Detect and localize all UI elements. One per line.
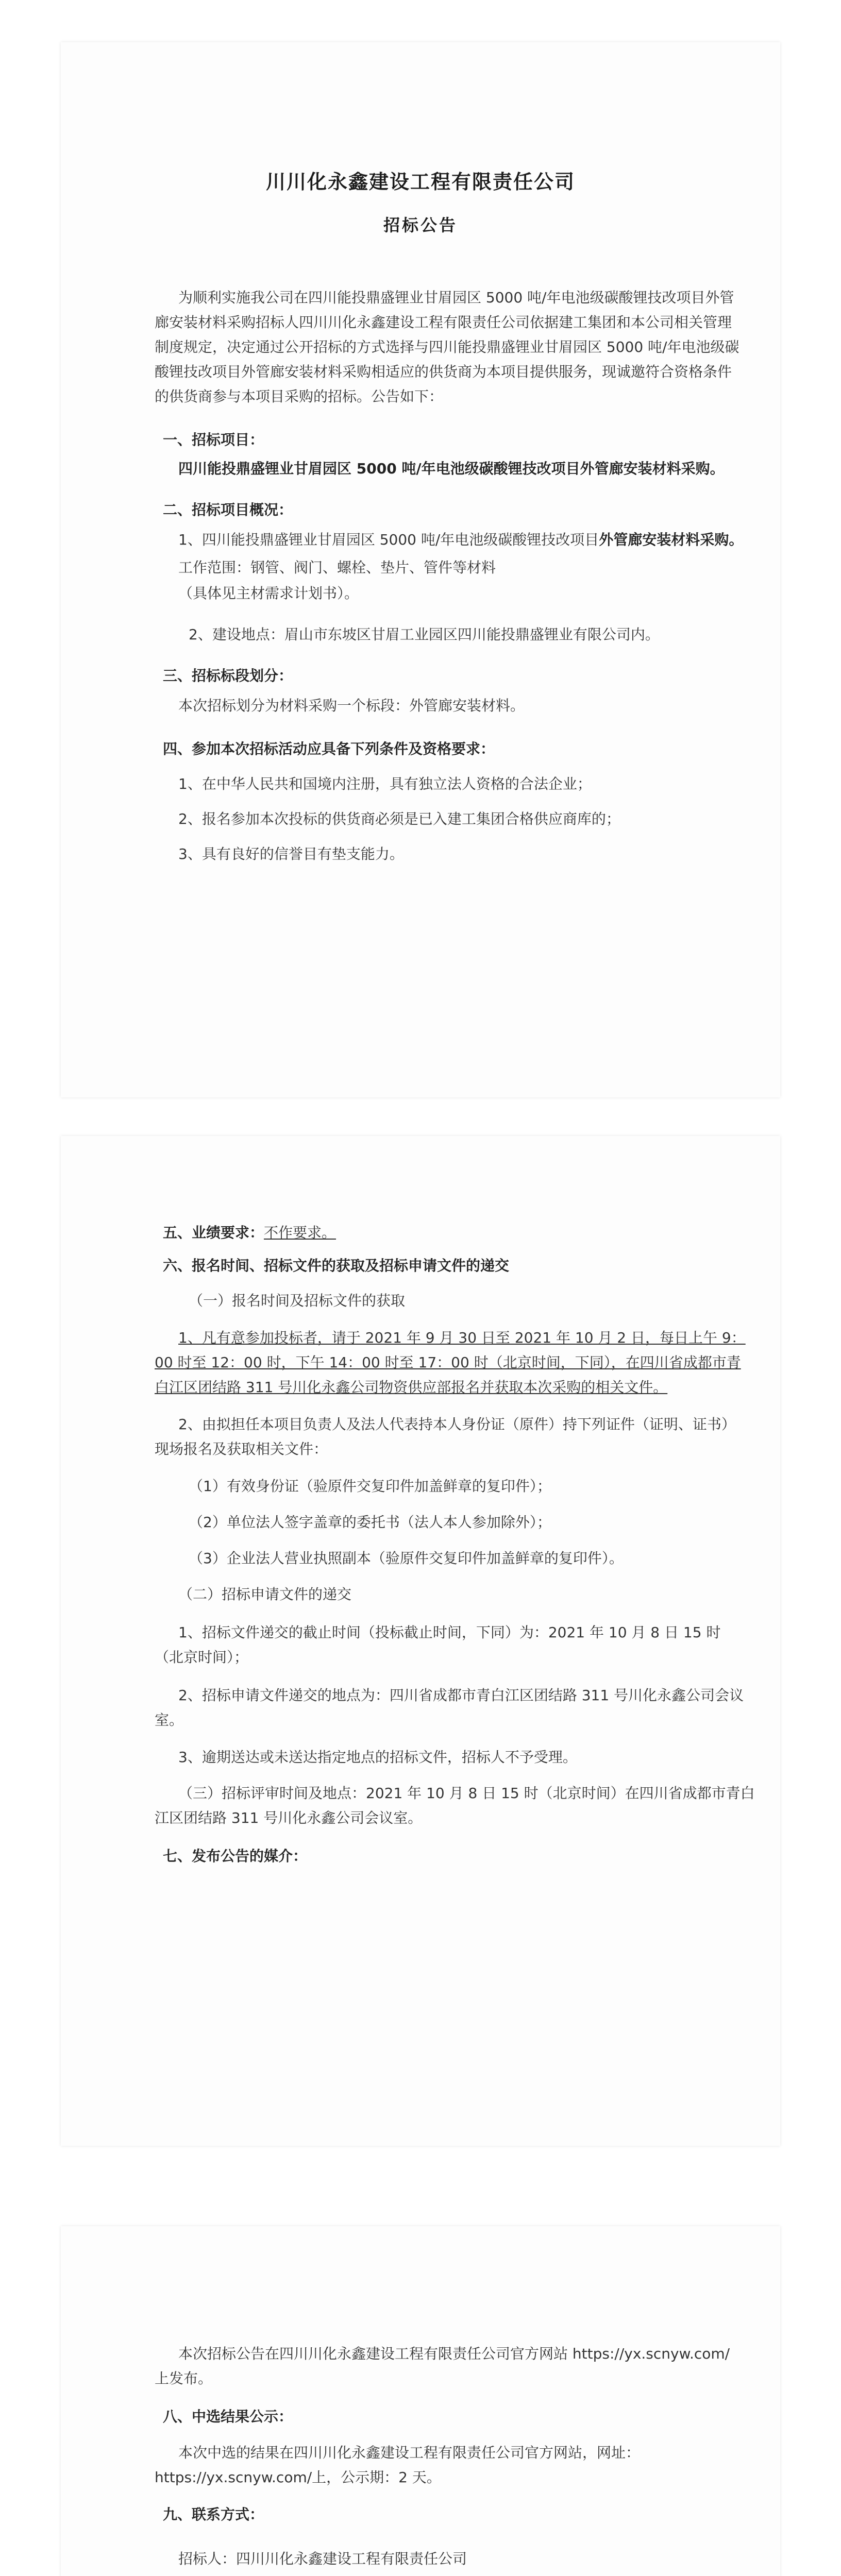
section-4-item-3: 3、具有良好的信誉目有垫支能力。 xyxy=(178,845,404,862)
intro-line-1: 为顺利实施我公司在四川能投鼎盛锂业甘眉园区 5000 吨/年电池级碳酸锂技改项目外管 xyxy=(178,289,734,306)
section-3-heading: 三、招标标段划分： xyxy=(163,667,293,684)
section-5 xyxy=(163,1223,336,1243)
subsection-1-heading: （一）报名时间及招标文件的获取 xyxy=(189,1292,406,1309)
document-item-3: （3）企业法人营业执照副本（验原件交复印件加盖鲜章的复印件）。 xyxy=(189,1550,624,1567)
section-8-line-1: 本次中选的结果在四川川化永鑫建设工程有限责任公司官方网站，网址： xyxy=(178,2444,641,2461)
section-2-item-1-bold: 外管廊安装材料采购。 xyxy=(599,531,744,548)
section-8-line-2: https://yx.scnyw.com/上，公示期：2 天。 xyxy=(155,2469,441,2486)
section-1-heading: 一、招标项目： xyxy=(163,431,264,448)
section-4-heading: 四、参加本次招标活动应具备下列条件及资格要求： xyxy=(163,740,495,757)
section-4-item-2: 2、报名参加本次投标的供货商必须是已入建工集团合格供应商库的； xyxy=(178,810,620,827)
documents-line-1: 2、由拟担任本项目负责人及法人代表持本人身份证（原件）持下列证件（证明、证书） xyxy=(178,1416,736,1433)
intro-line-4: 酸锂技改项目外管廊安装材料采购相适应的供货商为本项目提供服务，现诚邀符合资格条件 xyxy=(155,363,732,380)
registration-line-1: 1、凡有意参加投标者，请于 2021 年 9 月 30 日至 2021 年 10 月 2 日，每日上午 9： xyxy=(178,1329,746,1346)
contact-tenderer: 招标人：四川川化永鑫建设工程有限责任公司 xyxy=(178,2550,467,2567)
company-title: 川川化永鑫建设工程有限责任公司 xyxy=(265,171,575,193)
documents-line-2: 现场报名及获取相关文件： xyxy=(155,1440,328,1458)
section-8-heading: 八、中选结果公示： xyxy=(163,2408,293,2425)
document-page-3 xyxy=(61,2226,780,2576)
intro-line-5: 的供货商参与本项目采购的招标。公告如下： xyxy=(155,388,444,405)
section-6-heading: 六、报名时间、招标文件的获取及招标申请文件的递交 xyxy=(163,1257,510,1274)
evaluation-line-2: 江区团结路 311 号川化永鑫公司会议室。 xyxy=(155,1809,423,1826)
intro-line-2: 廊安装材料采购招标人四川川化永鑫建设工程有限责任公司依据建工集团和本公司相关管理 xyxy=(155,314,732,331)
section-2-scope: 工作范围：钢管、阀门、螺栓、垫片、管件等材料 xyxy=(178,559,496,576)
document-item-1: （1）有效身份证（验原件交复印件加盖鲜章的复印件）； xyxy=(189,1478,551,1495)
subsection-2-heading: （二）招标申请文件的递交 xyxy=(178,1586,352,1603)
notice-title: 招标公告 xyxy=(383,215,458,235)
intro-line-3: 制度规定，决定通过公开招标的方式选择与四川能投鼎盛锂业甘眉园区 5000 吨/年电池级碳 xyxy=(155,338,739,355)
registration-line-2: 00 时至 12：00 时，下午 14：00 时至 17：00 时（北京时间，下同），在四川省成都市青 xyxy=(155,1354,741,1371)
section-2-heading: 二、招标项目概况： xyxy=(163,501,293,518)
document-item-2: （2）单位法人签字盖章的委托书（法人本人参加除外）； xyxy=(189,1514,551,1531)
registration-line-3: 白江区团结路 311 号川化永鑫公司物资供应部报名并获取本次采购的相关文件。 xyxy=(155,1379,668,1396)
section-5-value: 不作要求。 xyxy=(264,1224,337,1241)
media-line-1: 本次招标公告在四川川化永鑫建设工程有限责任公司官方网站 https://yx.scnyw.com/ xyxy=(178,2345,730,2362)
section-3-text: 本次招标划分为材料采购一个标段：外管廊安装材料。 xyxy=(178,697,525,714)
submission-place-line-2: 室。 xyxy=(155,1711,184,1728)
deadline-line-2: （北京时间）； xyxy=(155,1649,249,1666)
media-line-2: 上发布。 xyxy=(155,2370,213,2387)
submission-place-line-1: 2、招标申请文件递交的地点为：四川省成都市青白江区团结路 311 号川化永鑫公司会议 xyxy=(178,1687,744,1704)
section-2-item-2: 2、建设地点：眉山市东坡区甘眉工业园区四川能投鼎盛锂业有限公司内。 xyxy=(189,626,660,643)
section-4-item-1: 1、在中华人民共和国境内注册，具有独立法人资格的合法企业； xyxy=(178,775,592,792)
section-5-heading: 五、业绩要求： xyxy=(163,1224,264,1241)
document-page-2 xyxy=(61,1136,780,2146)
document-page-1 xyxy=(61,42,780,1097)
section-1-text: 四川能投鼎盛锂业甘眉园区 5000 吨/年电池级碳酸锂技改项目外管廊安装材料采购。 xyxy=(178,460,725,477)
section-9-heading: 九、联系方式： xyxy=(163,2506,264,2523)
section-2-item-1 xyxy=(178,530,743,550)
section-2-scope-note: （具体见主材需求计划书）。 xyxy=(178,585,359,602)
section-7-heading: 七、发布公告的媒介： xyxy=(163,1848,308,1865)
late-submission-note: 3、逾期送达或未送达指定地点的招标文件，招标人不予受理。 xyxy=(178,1749,577,1766)
section-2-item-1-prefix: 1、四川能投鼎盛锂业甘眉园区 5000 吨/年电池级碳酸锂技改项目 xyxy=(178,531,599,548)
evaluation-line-1: （三）招标评审时间及地点：2021 年 10 月 8 日 15 时（北京时间）在四川省成都市青白 xyxy=(178,1785,755,1802)
deadline-line-1: 1、招标文件递交的截止时间（投标截止时间，下同）为：2021 年 10 月 8 日 15 时 xyxy=(178,1624,721,1641)
